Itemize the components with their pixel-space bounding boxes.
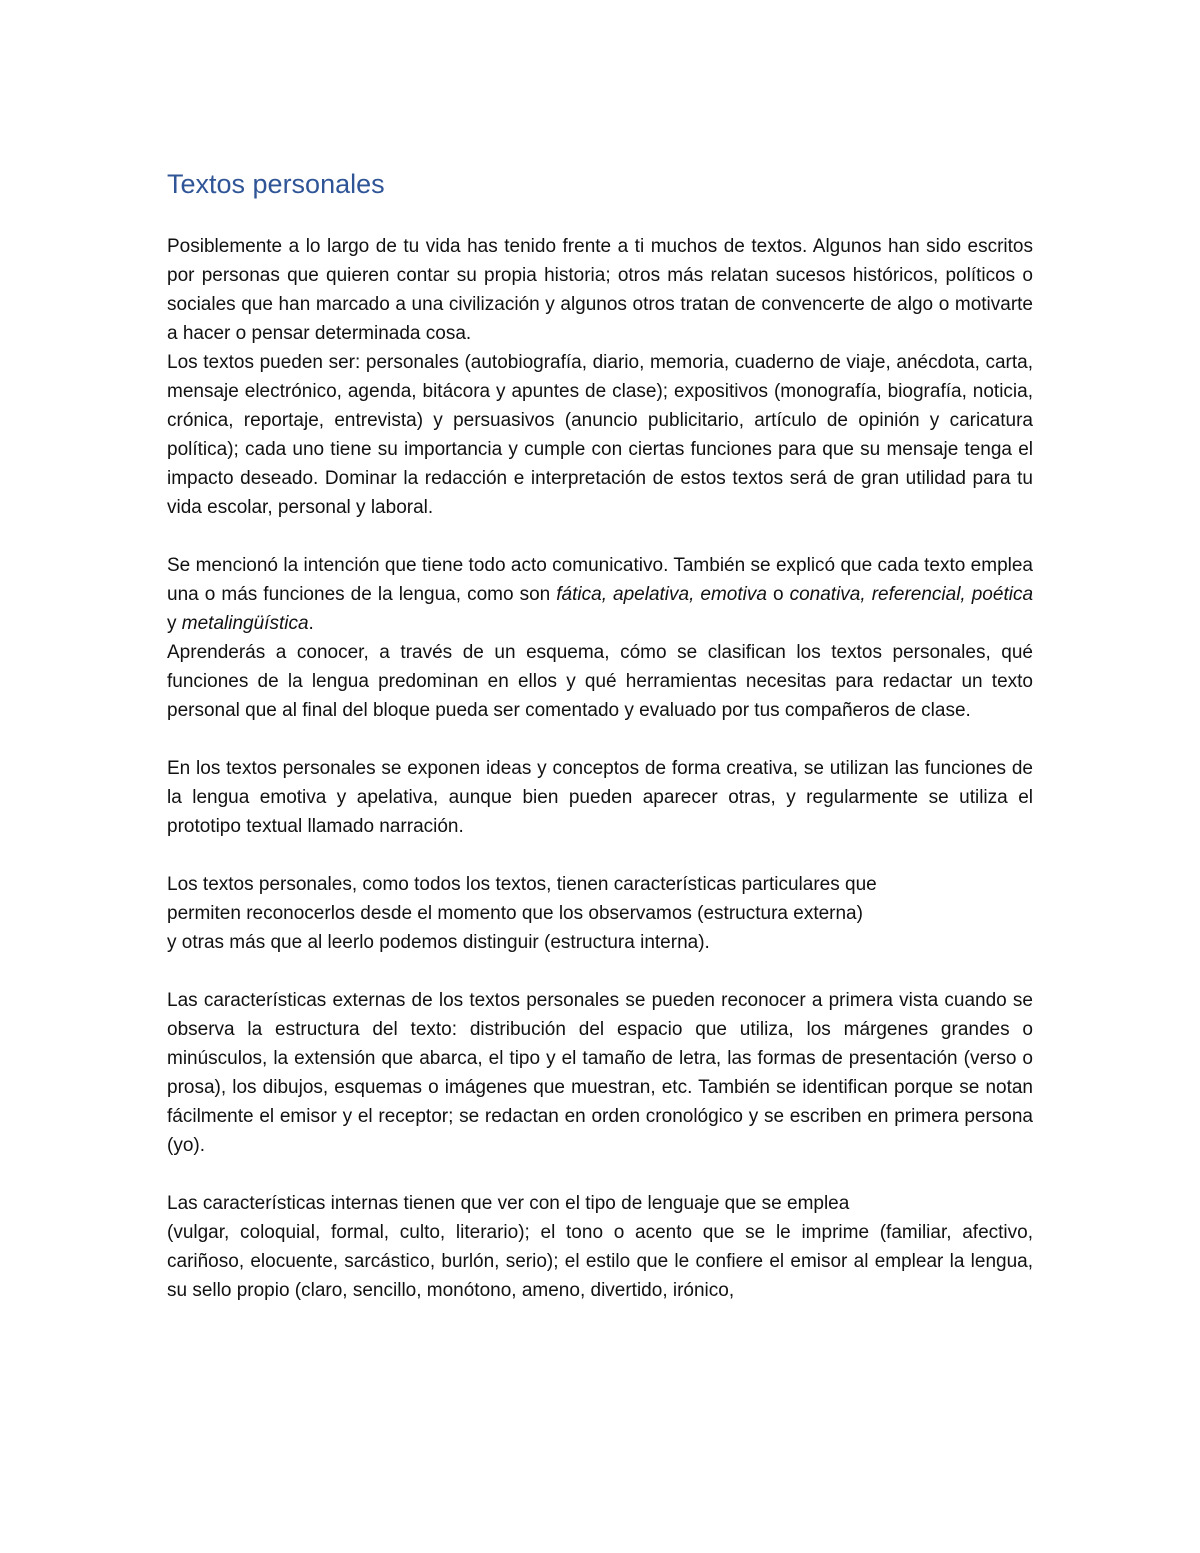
paragraph-language-functions — [167, 551, 1033, 638]
functions-italic-1: fática, apelativa, emotiva — [556, 584, 767, 605]
functions-separator-2: y — [167, 613, 182, 634]
functions-italic-3: metalingüística — [181, 613, 309, 634]
paragraph-characteristics-line-3: y otras más que al leerlo podemos distinguir (estructura interna). — [167, 932, 710, 953]
paragraph-spacer — [167, 1160, 1033, 1189]
functions-italic-2: conativa, referencial, poética — [789, 584, 1034, 605]
paragraph-characteristics-line-2: permiten reconocerlos desde el momento que los observamos (estructura externa) — [167, 903, 863, 924]
paragraph-text-types: Los textos pueden ser: personales (autobiografía, diario, memoria, cuaderno de viaje, anécdota, carta, mensaje electrónico, agenda, bitácora y apuntes de clase); expositivos (monografía, biografía, noticia, crónica, reportaje, entrevista) y persuasivos (anuncio publicitario, artículo de opinión y caricatura política); cada uno tiene su importancia y cumple con ciertas funciones para que su mensaje tenga el impacto deseado. Dominar la redacción e interpretación de estos textos será de gran utilidad para tu vida escolar, personal y laboral. — [167, 352, 1033, 518]
functions-separator-1: o — [766, 584, 790, 605]
functions-intro-text: Se mencionó la intención que tiene todo acto comunicativo. También se explicó que cada texto emplea una o más funciones de la lengua, como son — [167, 555, 1033, 605]
paragraph-internal-features: (vulgar, coloquial, formal, culto, literario); el tono o acento que se le imprime (familiar, afectivo, cariñoso, elocuente, sarcástico, burlón, serio); el estilo que le confiere el emisor al emplear la lengua, su sello propio (claro, sencillo, monótono, ameno, divertido, irónico, — [167, 1222, 1033, 1301]
paragraph-personal-texts: En los textos personales se exponen ideas y conceptos de forma creativa, se utilizan las funciones de la lengua emotiva y apelativa, aunque bien pueden aparecer otras, y regularmente se utiliza el prototipo textual llamado narración. — [167, 758, 1033, 837]
paragraph-external-features: Las características externas de los textos personales se pueden reconocer a primera vista cuando se observa la estructura del texto: distribución del espacio que utiliza, los márgenes grandes o minúsculos, la extensión que abarca, el tipo y el tamaño de letra, las formas de presentación (verso o prosa), los dibujos, esquemas o imágenes que muestran, etc. También se identifican porque se notan fácilmente el emisor y el receptor; se redactan en orden cronológico y se escriben en primera persona (yo). — [167, 990, 1033, 1156]
paragraph-intro: Posiblemente a lo largo de tu vida has tenido frente a ti muchos de textos. Algunos han sido escritos por personas que quieren contar su propia historia; otros más relatan sucesos históricos, políticos o sociales que han marcado a una civilización y algunos otros tratan de convencerte de algo o motivarte a hacer o pensar determinada cosa. — [167, 236, 1033, 344]
paragraph-spacer — [167, 725, 1033, 754]
paragraph-learning-goals: Aprenderás a conocer, a través de un esquema, cómo se clasifican los textos personales, qué funciones de la lengua predominan en ellos y qué herramientas necesitas para redactar un texto personal que al final del bloque pueda ser comentado y evaluado por tus compañeros de clase. — [167, 642, 1033, 721]
paragraph-spacer — [167, 957, 1033, 986]
paragraph-internal-features-first-line: Las características internas tienen que ver con el tipo de lenguaje que se emplea — [167, 1193, 850, 1214]
paragraph-spacer — [167, 841, 1033, 870]
paragraph-characteristics-line-1: Los textos personales, como todos los textos, tienen características particulares que — [167, 874, 877, 895]
functions-end-text: . — [308, 613, 314, 634]
paragraph-spacer — [167, 522, 1033, 551]
document-body — [167, 166, 1033, 1305]
document-title: Textos personales — [167, 169, 385, 199]
